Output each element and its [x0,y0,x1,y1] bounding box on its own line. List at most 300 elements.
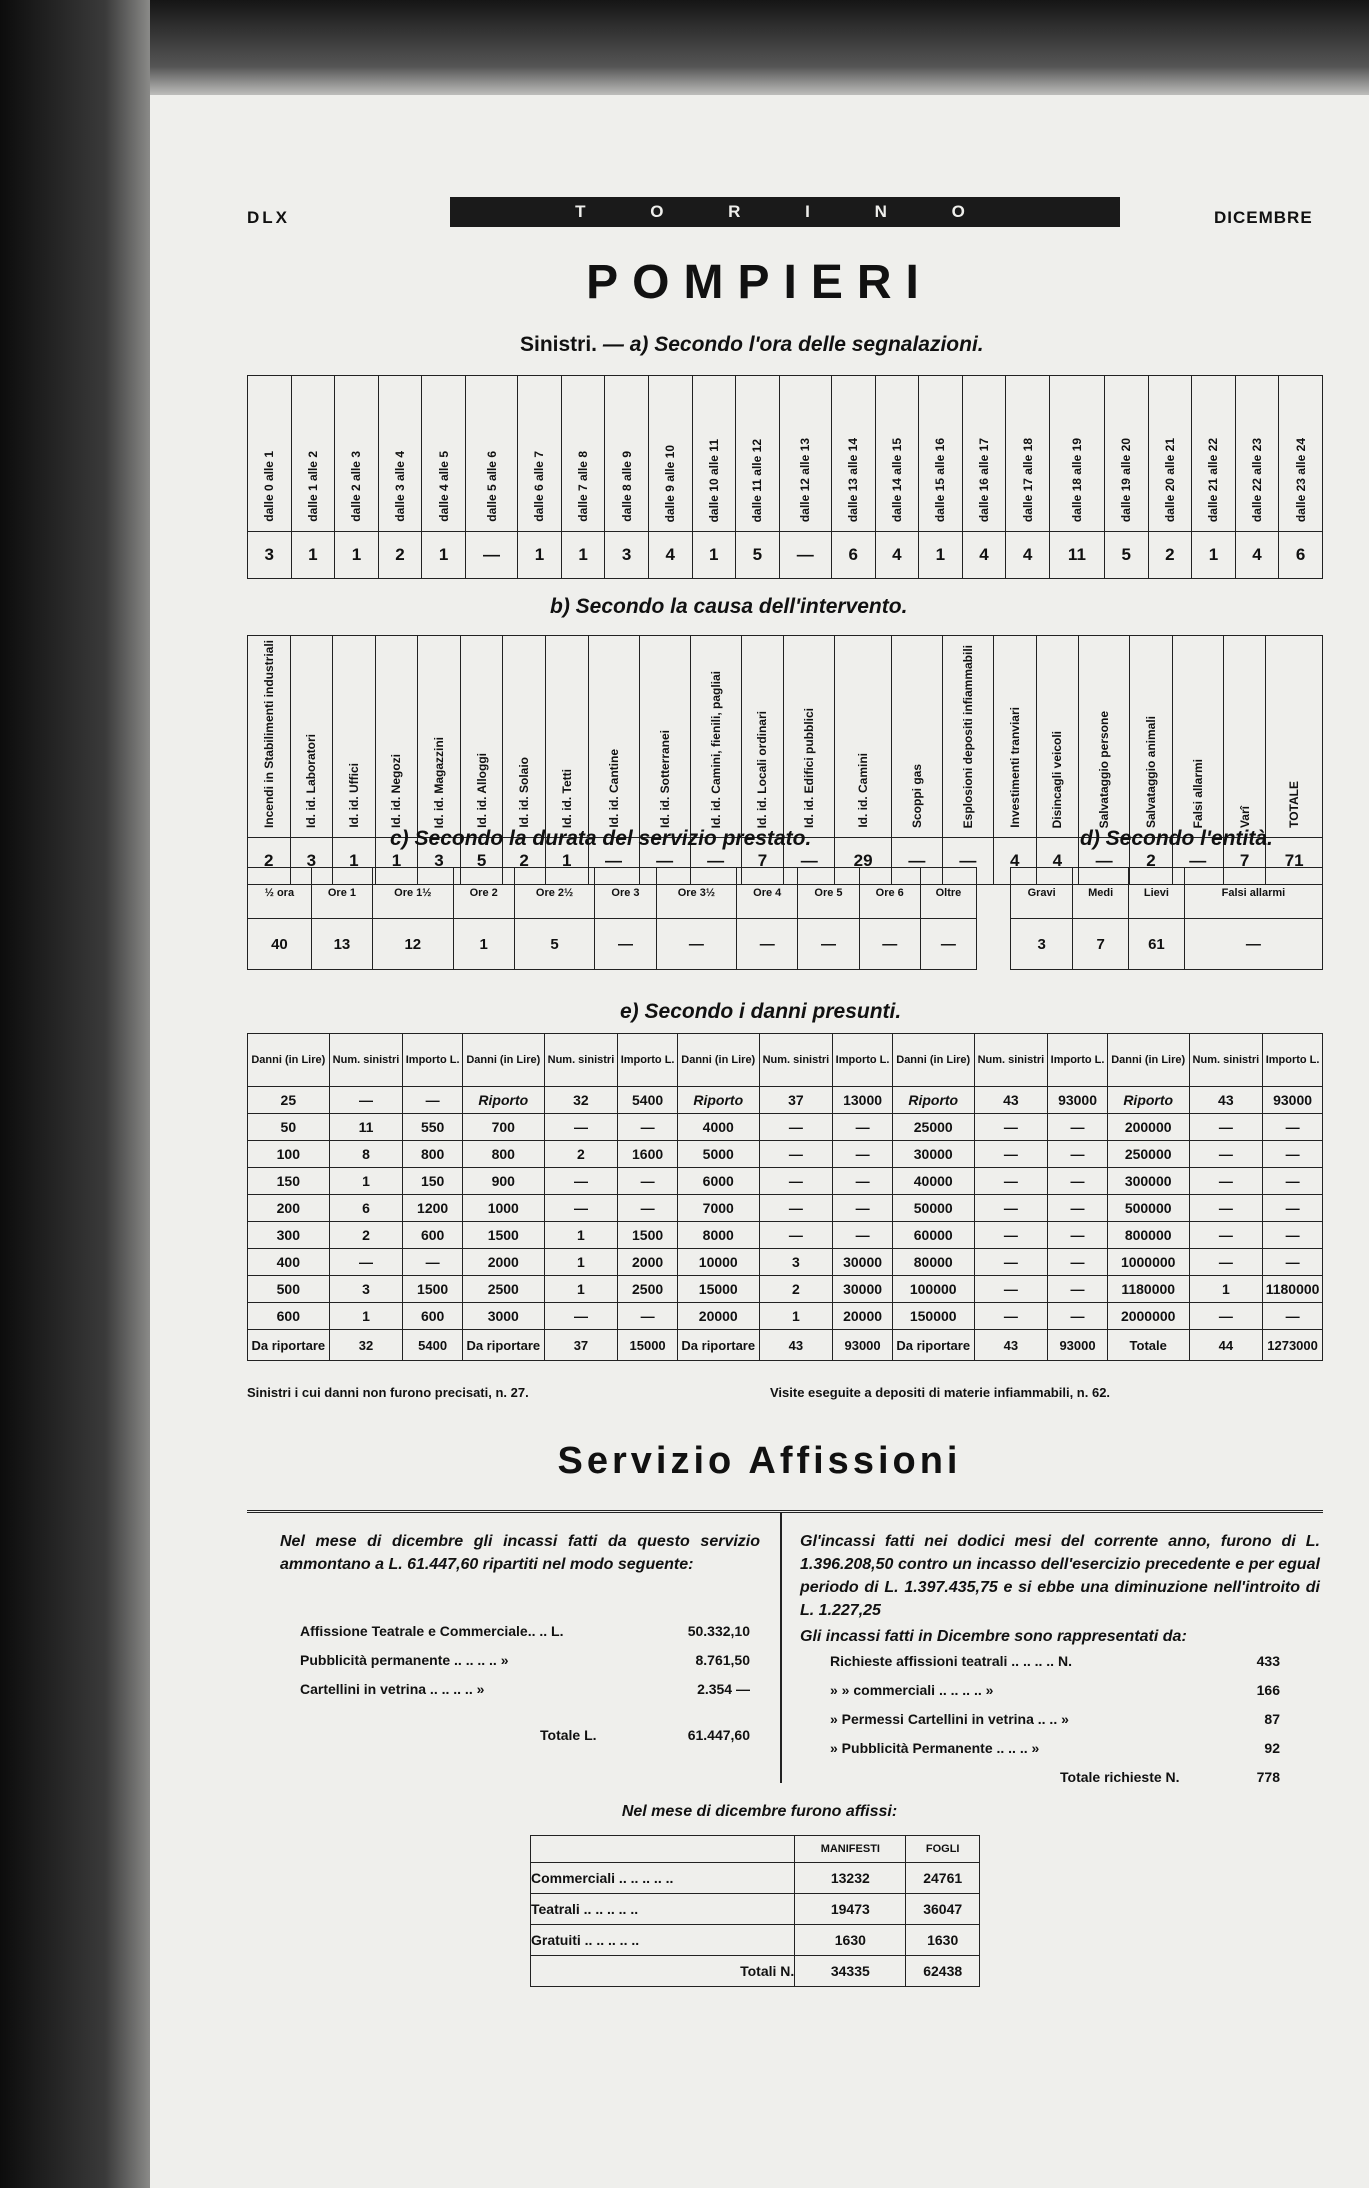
table-cell: 1630 [906,1925,980,1956]
section-c-subtitle: c) Secondo la durata del servizio prestato. [390,827,812,850]
table-cell: — [1048,1168,1108,1195]
table-cell-total: 44 [1189,1330,1263,1361]
table-cell: 2 [544,1141,618,1168]
month-label: DICEMBRE [1214,208,1313,227]
rule [247,1510,1323,1513]
table-cell: 2 [248,838,291,885]
table-cell: 37 [759,1087,833,1114]
table-cell: 1630 [795,1925,906,1956]
table-cell: 4 [993,838,1036,885]
table-cell: — [1189,1141,1263,1168]
column-header [1192,376,1236,532]
column-header-imp: Importo L. [403,1034,463,1087]
column-header-imp: Importo L. [618,1034,678,1087]
table-cell: 11 [1049,532,1104,579]
column-header [1266,636,1323,838]
table-cell: — [403,1249,463,1276]
table-cell: — [833,1141,893,1168]
table-cell: 1 [544,1249,618,1276]
table-cell: — [1048,1303,1108,1330]
table-cell: 1 [291,532,335,579]
running-head: T O R I N O [450,197,1120,227]
section-e-subtitle: e) Secondo i danni presunti. [620,1000,902,1023]
table-cell: — [759,1222,833,1249]
table-cell: 1600 [618,1141,678,1168]
scan-shadow-left [0,0,150,2188]
column-header [639,636,690,838]
column-header: Oltre [920,868,976,919]
table-cell-total: 5400 [403,1330,463,1361]
table-cell: 4 [1235,532,1279,579]
table-cell-total: 32 [329,1330,403,1361]
column-header [1279,376,1323,532]
table-cell: — [1189,1114,1263,1141]
table-cell: — [859,919,920,970]
table-cell: — [1263,1303,1323,1330]
table-cell: 250000 [1107,1141,1189,1168]
table-cell: — [618,1195,678,1222]
column-header-num: Num. sinistri [329,1034,403,1087]
column-header-label: Id. id. Camini [856,753,871,829]
table-cell: 7 [1073,919,1129,970]
table-cell: 300000 [1107,1168,1189,1195]
table-cell: 1500 [403,1276,463,1303]
column-header-label: dalle 8 alle 9 [619,451,634,522]
table-cell: 550 [403,1114,463,1141]
table-cell: — [544,1168,618,1195]
table-cell: 1 [1189,1276,1263,1303]
table-cell: 2000 [618,1249,678,1276]
table-cell: 6 [1279,532,1323,579]
table-cell-total: 15000 [618,1330,678,1361]
table-cell: — [1189,1168,1263,1195]
table-cell: 2 [503,838,546,885]
table-cell: — [403,1087,463,1114]
table-cell: — [833,1222,893,1249]
note-inspections: Visite eseguite a depositi di materie infiammabili, n. 62. [770,1385,1111,1400]
affissioni-right-sub: Gli incassi fatti in Dicembre sono rappresentati da: [800,1628,1187,1645]
column-header-label: dalle 3 alle 4 [393,451,408,522]
table-cell: 2 [1130,838,1173,885]
column-header [1172,636,1223,838]
table-cell: 1 [422,532,466,579]
table-cell: — [759,1168,833,1195]
column-header-label: Id. id. Sotterranei [657,730,672,829]
table-cell: 150000 [892,1303,974,1330]
table-cell: 50000 [892,1195,974,1222]
column-header-label: Esplosioni depositi infiammabili [960,644,975,829]
table-cell: 1 [335,532,379,579]
column-header [545,636,588,838]
table-cell: — [833,1114,893,1141]
table-cell: — [759,1195,833,1222]
column-header [993,636,1036,838]
table-cell: — [974,1168,1048,1195]
table-cell: Riporto [677,1087,759,1114]
table-cell: 1 [329,1303,403,1330]
table-cell: 13232 [795,1863,906,1894]
table-cell: 1 [518,532,562,579]
table-cell-total: Totale [1107,1330,1189,1361]
table-cell: 1 [544,1276,618,1303]
table-cell: 30000 [833,1276,893,1303]
table-cell: — [974,1249,1048,1276]
list-item-value: 433 [1256,1653,1280,1669]
column-header-label: Investimenti tranviari [1007,707,1022,829]
scan-shadow-top [150,0,1369,95]
table-cell: — [1048,1276,1108,1303]
column-header: Ore 4 [737,868,798,919]
table-cell: 50 [248,1114,330,1141]
table-cell: 2 [759,1276,833,1303]
table-cell: — [1263,1141,1323,1168]
column-header-label: dalle 19 alle 20 [1119,437,1134,522]
left-total-label: Totale L. [540,1727,597,1743]
column-header: Ore 6 [859,868,920,919]
column-header [460,636,503,838]
table-cell: Gratuiti .. .. .. .. .. [531,1925,795,1956]
table-cell: — [618,1168,678,1195]
affissioni-title: Servizio Affissioni [557,1440,962,1482]
column-header [919,376,963,532]
column-header: Ore 5 [798,868,859,919]
table-cell: 3 [418,838,461,885]
table-cell: — [1048,1141,1108,1168]
table-cell: 19473 [795,1894,906,1925]
table-cell: 3000 [462,1303,544,1330]
column-header-label: dalle 1 alle 2 [305,451,320,522]
table-cell: — [544,1195,618,1222]
column-header [588,636,639,838]
column-header [248,376,292,532]
column-header-label: dalle 10 alle 11 [706,438,721,522]
table-cell: — [974,1141,1048,1168]
column-header-label: dalle 2 alle 3 [349,451,364,522]
table-cell: 24761 [906,1863,980,1894]
table-cell: — [779,532,831,579]
table-cell: 30000 [892,1141,974,1168]
table-cell: 1 [544,1222,618,1249]
list-item [830,1705,1280,1734]
column-header [531,1836,795,1863]
affissioni-right-total [1060,1763,1280,1792]
table-cell: 15000 [677,1276,759,1303]
table-cell: 3 [1011,919,1073,970]
table-cell: 30000 [833,1249,893,1276]
table-cell: 5 [736,532,780,579]
table-cell: 25000 [892,1114,974,1141]
column-header-label: Id. id. Camini, fienili, pagliai [708,670,723,829]
table-cell: — [329,1249,403,1276]
column-header-label: Varî [1237,806,1252,829]
table-cell: 1 [1192,532,1236,579]
column-header: FOGLI [906,1836,980,1863]
table-cell: 3 [248,532,292,579]
column-header-label: Salvataggio persone [1097,710,1112,829]
column-header-label: Scoppi gas [909,764,924,829]
list-item-label: Cartellini in vetrina .. .. .. .. » [300,1681,485,1697]
column-header [335,376,379,532]
table-cell: 13000 [833,1087,893,1114]
column-header: Ore 2 [453,868,514,919]
table-cell: 7 [1223,838,1266,885]
right-total-label: Totale richieste N. [1060,1769,1180,1785]
table-row [248,1087,1323,1114]
column-header [891,636,942,838]
table-cell: — [1263,1249,1323,1276]
table-cell: 93000 [1048,1087,1108,1114]
column-header-label: Id. id. Laboratori [304,734,319,829]
table-cell: 4000 [677,1114,759,1141]
table-row [531,1863,980,1894]
table-cell-total: 1273000 [1263,1330,1323,1361]
column-header [835,636,892,838]
column-header-num: Num. sinistri [759,1034,833,1087]
table-cell: 600 [248,1303,330,1330]
left-total-value: 61.447,60 [687,1727,750,1743]
table-cell: 150 [248,1168,330,1195]
table-cell: — [1263,1168,1323,1195]
table-cell: 2000 [462,1249,544,1276]
column-header: Lievi [1129,868,1185,919]
column-header [1105,376,1149,532]
column-header-danni: Danni (in Lire) [248,1034,330,1087]
table-cell: Commerciali .. .. .. .. .. [531,1863,795,1894]
table-row [248,1114,1323,1141]
table-cell: — [974,1114,1048,1141]
table-cell: Riporto [462,1087,544,1114]
column-header-danni: Danni (in Lire) [462,1034,544,1087]
table-cell: 80000 [892,1249,974,1276]
column-header: Ore 3 [595,868,656,919]
table-cell-total: Totali N. [531,1956,795,1987]
table-row [531,1894,980,1925]
table-cell: 25 [248,1087,330,1114]
column-header-label: Id. id. Tetti [559,768,574,829]
column-header-label: dalle 22 alle 23 [1250,437,1265,522]
column-header-label: Id. id. Locali ordinari [755,710,770,829]
table-cell: — [595,919,656,970]
table-row [248,1249,1323,1276]
list-item-label: » » commerciali .. .. .. .. » [830,1682,994,1698]
column-header [518,376,562,532]
column-header-label: dalle 18 alle 19 [1069,437,1084,522]
table-cell: — [1048,1195,1108,1222]
column-header-num: Num. sinistri [974,1034,1048,1087]
table-cell: — [1189,1303,1263,1330]
column-header [1006,376,1050,532]
table-cell: Riporto [892,1087,974,1114]
table-cell: 200000 [1107,1114,1189,1141]
table-cell: 600 [403,1222,463,1249]
table-cell: — [1184,919,1322,970]
column-header [561,376,605,532]
table-cell: 29 [835,838,892,885]
table-cell: — [833,1168,893,1195]
table-cell: 32 [544,1087,618,1114]
table-cell: — [639,838,690,885]
page-number: DLX [247,208,290,227]
list-item [830,1647,1280,1676]
table-cell: 150 [403,1168,463,1195]
section-a-heading [520,333,984,357]
note-unspecified-damage: Sinistri i cui danni non furono precisati, n. 27. [247,1385,529,1400]
table-cell: — [465,532,517,579]
affissi-title: Nel mese di dicembre furono affissi: [621,1803,898,1820]
column-header [333,636,376,838]
column-header-label: Id. id. Edifici pubblici [802,708,817,829]
column-header-label: dalle 12 alle 13 [798,437,813,522]
column-header-label: dalle 7 alle 8 [576,451,591,522]
table-cell: 500 [248,1276,330,1303]
list-item [300,1617,750,1646]
table-cell: 1 [453,919,514,970]
column-header [375,636,418,838]
table-cell: 400 [248,1249,330,1276]
table-cell: 11 [329,1114,403,1141]
column-header-num: Num. sinistri [1189,1034,1263,1087]
table-cell: 2000000 [1107,1303,1189,1330]
column-header-label: dalle 5 alle 6 [484,451,499,522]
table-cell: 800 [403,1141,463,1168]
column-header-label: TOTALE [1287,781,1302,829]
table-cell: 1 [759,1303,833,1330]
column-header [942,636,993,838]
column-header: ½ ora [248,868,312,919]
table-cell: 3 [329,1276,403,1303]
table-cell: 71 [1266,838,1323,885]
list-item [300,1675,750,1704]
column-header [690,636,741,838]
table-row [248,1222,1323,1249]
table-cell: 60000 [892,1222,974,1249]
table-cell: 4 [1006,532,1050,579]
table-cell: — [784,838,835,885]
table-cell: 2500 [618,1276,678,1303]
table-cell: 12 [373,919,454,970]
table-cell: 1500 [618,1222,678,1249]
table-cell: — [329,1087,403,1114]
column-header [422,376,466,532]
column-header-label: dalle 23 alle 24 [1293,437,1308,522]
column-header-label: dalle 4 alle 5 [436,451,451,522]
table-cell: 1 [329,1168,403,1195]
list-item-value: 2.354 — [697,1681,750,1697]
table-cell: 5 [514,919,595,970]
column-header [1223,636,1266,838]
table-cell: 6 [329,1195,403,1222]
column-header [784,636,835,838]
column-header-label: Id. id. Cantine [606,749,621,829]
table-cell: — [974,1222,1048,1249]
column-header-imp: Importo L. [1048,1034,1108,1087]
table-cell: 40000 [892,1168,974,1195]
column-header-label: dalle 17 alle 18 [1020,437,1035,522]
table-cell: 2 [1148,532,1192,579]
table-cell: — [759,1114,833,1141]
table-cell: — [544,1303,618,1330]
list-item-value: 50.332,10 [687,1623,750,1639]
column-header-label: dalle 20 alle 21 [1162,437,1177,522]
column-header [291,376,335,532]
table-cell: — [833,1195,893,1222]
page-title: POMPIERI [586,256,933,309]
table-cell: 36047 [906,1894,980,1925]
column-header: Ore 3½ [656,868,737,919]
list-item-value: 8.761,50 [695,1652,750,1668]
column-header-label: Id. id. Uffici [346,763,361,829]
table-cell: 800000 [1107,1222,1189,1249]
column-header [378,376,422,532]
section-b-subtitle: b) Secondo la causa dell'intervento. [550,595,908,618]
table-cell: 3 [605,532,649,579]
table-cell: 13 [311,919,372,970]
table-by-hour [247,375,1323,579]
column-header-label: Id. id. Alloggi [474,753,489,829]
list-item-label: Affissione Teatrale e Commerciale.. .. L. [300,1623,564,1639]
table-cell: 1 [692,532,736,579]
table-cell-total: 34335 [795,1956,906,1987]
column-header-label: dalle 21 alle 22 [1206,437,1221,522]
table-cell: — [618,1303,678,1330]
column-header [1049,376,1104,532]
column-header [831,376,875,532]
table-cell: 5400 [618,1087,678,1114]
table-cell: 2500 [462,1276,544,1303]
column-header-danni: Danni (in Lire) [1107,1034,1189,1087]
column-header [290,636,333,838]
column-header-imp: Importo L. [833,1034,893,1087]
table-cell: 5000 [677,1141,759,1168]
column-header-label: Id. id. Magazzini [432,736,447,829]
column-header [962,376,1006,532]
table-cell: — [618,1114,678,1141]
list-item-label: » Pubblicità Permanente .. .. .. » [830,1740,1040,1756]
list-item-value: 92 [1264,1740,1280,1756]
column-header-label: dalle 13 alle 14 [846,437,861,522]
table-cell: — [1048,1114,1108,1141]
column-header: Ore 1½ [373,868,454,919]
table-by-damage [247,1033,1323,1361]
affissioni-right-list [830,1647,1280,1763]
table-cell: 6000 [677,1168,759,1195]
list-item [300,1646,750,1675]
table-row [248,1168,1323,1195]
section-a-subtitle: — a) Secondo l'ora delle segnalazioni. [602,333,984,356]
table-cell: — [1189,1222,1263,1249]
table-cell-total: 62438 [906,1956,980,1987]
table-cell: — [974,1195,1048,1222]
affissioni-left-list [300,1617,750,1704]
column-header: Ore 1 [311,868,372,919]
column-header-label: dalle 16 alle 17 [976,437,991,522]
table-posted [530,1835,980,1987]
list-item-label: Richieste affissioni teatrali .. .. .. .. N. [830,1653,1072,1669]
column-header [1130,636,1173,838]
table-cell-total: 37 [544,1330,618,1361]
table-cell: 500000 [1107,1195,1189,1222]
table-cell: — [920,919,976,970]
column-header-num: Num. sinistri [544,1034,618,1087]
table-row-total [248,1330,1323,1361]
table-cell: — [891,838,942,885]
column-header-danni: Danni (in Lire) [892,1034,974,1087]
table-cell-total: 43 [759,1330,833,1361]
column-header: Ore 2½ [514,868,595,919]
table-cell: — [974,1303,1048,1330]
table-cell: — [544,1114,618,1141]
list-item-value: 166 [1256,1682,1280,1698]
